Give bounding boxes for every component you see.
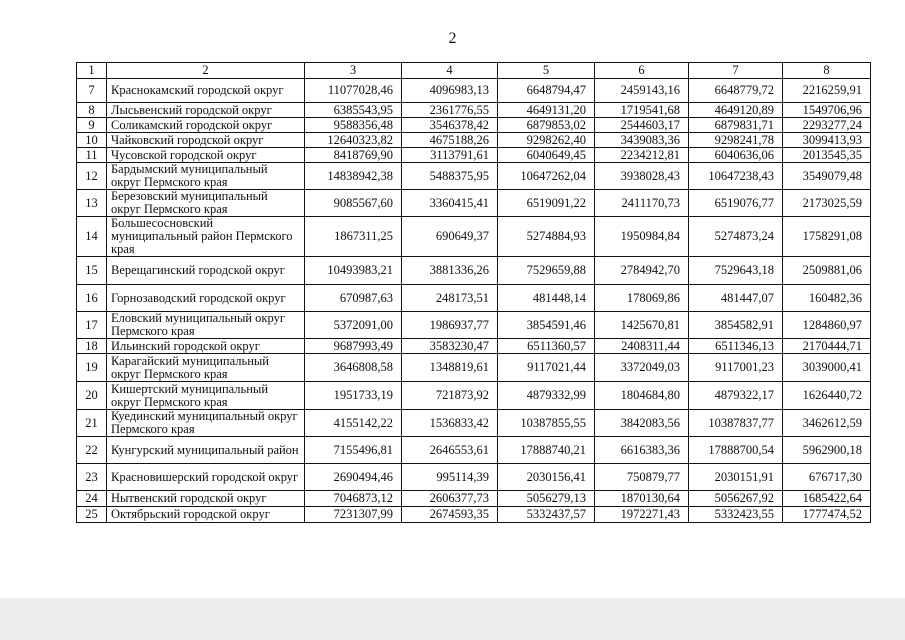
column-number-7: 7 [689,63,783,79]
value-col-7: 6879831,71 [689,118,783,133]
row-index: 14 [77,217,107,257]
row-index: 7 [77,79,107,103]
value-col-5: 6648794,47 [498,79,595,103]
municipality-name: Чусовской городской округ [107,148,305,163]
value-col-3: 10493983,21 [305,257,402,285]
value-col-6: 1972271,43 [595,507,689,523]
value-col-4: 995114,39 [402,464,498,491]
municipality-name: Верещагинский городской округ [107,257,305,285]
value-col-6: 3439083,36 [595,133,689,148]
municipality-name: Кунгурский муниципальный район [107,437,305,464]
row-index: 19 [77,354,107,382]
municipality-name: Еловский муниципальный округ Пермского края [107,312,305,339]
value-col-8: 676717,30 [783,464,871,491]
value-col-6: 178069,86 [595,285,689,312]
row-index: 22 [77,437,107,464]
value-col-8: 1626440,72 [783,382,871,410]
value-col-7: 7529643,18 [689,257,783,285]
value-col-5: 2030156,41 [498,464,595,491]
value-col-6: 750879,77 [595,464,689,491]
value-col-5: 481448,14 [498,285,595,312]
value-col-4: 1536833,42 [402,410,498,437]
table-row [77,354,871,382]
municipality-name: Ильинский городской округ [107,339,305,354]
value-col-3: 5372091,00 [305,312,402,339]
value-col-7: 5056267,92 [689,491,783,507]
row-index: 10 [77,133,107,148]
column-number-5: 5 [498,63,595,79]
value-col-8: 2170444,71 [783,339,871,354]
municipality-name: Горнозаводский городской округ [107,285,305,312]
table-row [77,507,871,523]
value-col-3: 6385543,95 [305,103,402,118]
value-col-3: 7155496,81 [305,437,402,464]
value-col-3: 7231307,99 [305,507,402,523]
municipality-name: Красновишерский городской округ [107,464,305,491]
column-number-4: 4 [402,63,498,79]
value-col-7: 3854582,91 [689,312,783,339]
row-index: 15 [77,257,107,285]
value-col-7: 9117001,23 [689,354,783,382]
table-row [77,491,871,507]
row-index: 18 [77,339,107,354]
value-col-4: 5488375,95 [402,163,498,190]
value-col-6: 3372049,03 [595,354,689,382]
column-number-3: 3 [305,63,402,79]
value-col-7: 2030151,91 [689,464,783,491]
budget-table [76,62,871,523]
value-col-4: 3113791,61 [402,148,498,163]
row-index: 23 [77,464,107,491]
value-col-8: 2509881,06 [783,257,871,285]
value-col-5: 9298262,40 [498,133,595,148]
page-number: 2 [448,30,457,47]
value-col-6: 2544603,17 [595,118,689,133]
municipality-name: Карагайский муниципальный округ Пермского края [107,354,305,382]
value-col-4: 3546378,42 [402,118,498,133]
row-index: 20 [77,382,107,410]
table-row [77,148,871,163]
value-col-3: 11077028,46 [305,79,402,103]
row-index: 17 [77,312,107,339]
column-number-8: 8 [783,63,871,79]
value-col-4: 2674593,35 [402,507,498,523]
value-col-6: 2234212,81 [595,148,689,163]
value-col-3: 12640323,82 [305,133,402,148]
value-col-6: 2459143,16 [595,79,689,103]
value-col-8: 2293277,24 [783,118,871,133]
value-col-7: 17888700,54 [689,437,783,464]
value-col-3: 14838942,38 [305,163,402,190]
value-col-7: 10647238,43 [689,163,783,190]
value-col-5: 7529659,88 [498,257,595,285]
value-col-8: 1758291,08 [783,217,871,257]
value-col-4: 690649,37 [402,217,498,257]
column-number-6: 6 [595,63,689,79]
value-col-7: 4879322,17 [689,382,783,410]
value-col-6: 6616383,36 [595,437,689,464]
table-row [77,190,871,217]
municipality-name: Чайковский городской округ [107,133,305,148]
value-col-3: 8418769,90 [305,148,402,163]
table-row [77,79,871,103]
table-row [77,312,871,339]
value-col-7: 6040636,06 [689,148,783,163]
value-col-4: 1348819,61 [402,354,498,382]
value-col-4: 721873,92 [402,382,498,410]
value-col-8: 2173025,59 [783,190,871,217]
column-number-1: 1 [77,63,107,79]
municipality-name: Нытвенский городской округ [107,491,305,507]
value-col-7: 481447,07 [689,285,783,312]
value-col-8: 3099413,93 [783,133,871,148]
value-col-7: 5274873,24 [689,217,783,257]
row-index: 24 [77,491,107,507]
value-col-5: 4649131,20 [498,103,595,118]
table-row [77,217,871,257]
table-row [77,133,871,148]
value-col-8: 3039000,41 [783,354,871,382]
value-col-6: 1870130,64 [595,491,689,507]
value-col-5: 10647262,04 [498,163,595,190]
value-col-6: 2411170,73 [595,190,689,217]
value-col-3: 2690494,46 [305,464,402,491]
value-col-7: 10387837,77 [689,410,783,437]
table-header-row [77,63,871,79]
value-col-6: 3842083,56 [595,410,689,437]
value-col-6: 1804684,80 [595,382,689,410]
value-col-7: 6511346,13 [689,339,783,354]
value-col-5: 5332437,57 [498,507,595,523]
value-col-3: 9085567,60 [305,190,402,217]
value-col-5: 3854591,46 [498,312,595,339]
value-col-4: 2646553,61 [402,437,498,464]
municipality-name: Соликамский городской округ [107,118,305,133]
value-col-3: 1867311,25 [305,217,402,257]
value-col-3: 7046873,12 [305,491,402,507]
value-col-4: 3360415,41 [402,190,498,217]
page-bottom-margin [0,598,905,640]
value-col-7: 9298241,78 [689,133,783,148]
value-col-5: 6040649,45 [498,148,595,163]
value-col-6: 3938028,43 [595,163,689,190]
value-col-8: 2216259,91 [783,79,871,103]
value-col-5: 5274884,93 [498,217,595,257]
value-col-5: 4879332,99 [498,382,595,410]
column-number-2: 2 [107,63,305,79]
value-col-6: 1425670,81 [595,312,689,339]
municipality-name: Березовский муниципальный округ Пермского края [107,190,305,217]
value-col-8: 1549706,96 [783,103,871,118]
municipality-name: Октябрьский городской округ [107,507,305,523]
value-col-5: 9117021,44 [498,354,595,382]
value-col-5: 5056279,13 [498,491,595,507]
municipality-name: Куединский муниципальный округ Пермского края [107,410,305,437]
value-col-8: 2013545,35 [783,148,871,163]
value-col-4: 4096983,13 [402,79,498,103]
table-row [77,437,871,464]
row-index: 11 [77,148,107,163]
value-col-3: 9687993,49 [305,339,402,354]
value-col-6: 2408311,44 [595,339,689,354]
table-row [77,118,871,133]
value-col-3: 670987,63 [305,285,402,312]
table-row [77,257,871,285]
value-col-4: 1986937,77 [402,312,498,339]
municipality-name: Бардымский муниципальный округ Пермского края [107,163,305,190]
value-col-4: 248173,51 [402,285,498,312]
row-index: 12 [77,163,107,190]
value-col-3: 4155142,22 [305,410,402,437]
municipality-name: Лысьвенский городской округ [107,103,305,118]
value-col-5: 10387855,55 [498,410,595,437]
row-index: 16 [77,285,107,312]
value-col-8: 3462612,59 [783,410,871,437]
row-index: 25 [77,507,107,523]
row-index: 13 [77,190,107,217]
municipality-name: Большесосновский муниципальный район Пермского края [107,217,305,257]
value-col-8: 5962900,18 [783,437,871,464]
value-col-6: 2784942,70 [595,257,689,285]
value-col-4: 2361776,55 [402,103,498,118]
value-col-8: 1284860,97 [783,312,871,339]
value-col-7: 6519076,77 [689,190,783,217]
municipality-name: Кишертский муниципальный округ Пермского края [107,382,305,410]
value-col-5: 6879853,02 [498,118,595,133]
value-col-4: 4675188,26 [402,133,498,148]
value-col-7: 4649120,89 [689,103,783,118]
table-row [77,285,871,312]
value-col-5: 6511360,57 [498,339,595,354]
value-col-3: 9588356,48 [305,118,402,133]
value-col-7: 6648779,72 [689,79,783,103]
value-col-4: 2606377,73 [402,491,498,507]
municipality-name: Краснокамский городской округ [107,79,305,103]
value-col-4: 3583230,47 [402,339,498,354]
table-row [77,464,871,491]
table-row [77,103,871,118]
value-col-3: 3646808,58 [305,354,402,382]
table-row [77,410,871,437]
value-col-8: 1777474,52 [783,507,871,523]
value-col-5: 6519091,22 [498,190,595,217]
table-row [77,382,871,410]
row-index: 21 [77,410,107,437]
table-row [77,339,871,354]
value-col-8: 160482,36 [783,285,871,312]
value-col-6: 1950984,84 [595,217,689,257]
value-col-8: 1685422,64 [783,491,871,507]
row-index: 9 [77,118,107,133]
value-col-3: 1951733,19 [305,382,402,410]
value-col-8: 3549079,48 [783,163,871,190]
row-index: 8 [77,103,107,118]
value-col-6: 1719541,68 [595,103,689,118]
value-col-5: 17888740,21 [498,437,595,464]
table-row [77,163,871,190]
value-col-4: 3881336,26 [402,257,498,285]
value-col-7: 5332423,55 [689,507,783,523]
